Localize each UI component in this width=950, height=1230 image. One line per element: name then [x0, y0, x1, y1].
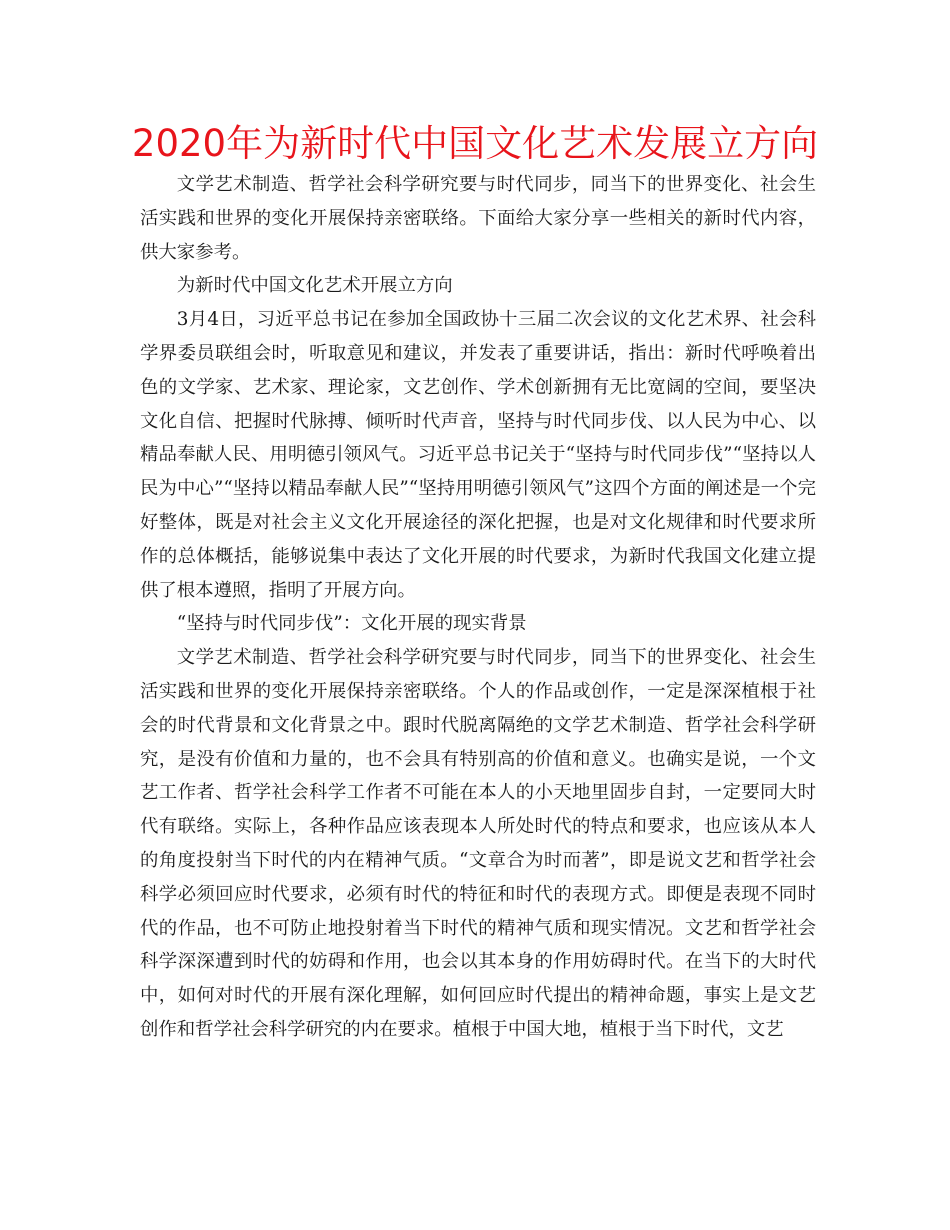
section-heading: 为新时代中国文化艺术开展立方向 — [176, 275, 453, 297]
document-body — [140, 168, 816, 1047]
paragraph-intro: 文学艺术制造、哲学社会科学研究要与时代同步，同当下的世界变化、社会生活实践和世界的变化开展保持亲密联络。下面给大家分享一些相关的新时代内容，供大家参考。 — [140, 174, 816, 263]
document-title: 2020年为新时代中国文化艺术发展立方向 — [131, 122, 819, 165]
paragraph-body: 文学艺术制造、哲学社会科学研究要与时代同步，同当下的世界变化、社会生活实践和世界的变化开展保持亲密联络。个人的作品或创作，一定是深深植根于社会的时代背景和文化背景之中。跟时代脱离隔绝的文学艺术制造、哲学社会科学研究，是没有价值和力量的，也不会具有特别高的价值和意义。也确实是说，一个文艺工作者、哲学社会科学工作者不可能在本人的小天地里固步自封，一定要同大时代有联络。实际上，各种作品应该表现本人所处时代的特点和要求，也应该从本人的角度投射当下时代的内在精神气质。“文章合为时而著”，即是说文艺和哲学社会科学必须回应时代要求，必须有时代的特征和时代的表现方式。即便是表现不同时代的作品，也不可防止地投射着当下时代的精神气质和现实情况。文艺和哲学社会科学深深遭到时代的妨碍和作用，也会以其本身的作用妨碍时代。在当下的大时代中，如何对时代的开展有深化理解，如何回应时代提出的精神命题，事实上是文艺创作和哲学社会科学研究的内在要求。植根于中国大地，植根于当下时代，文艺 — [140, 647, 816, 1040]
section-heading: “坚持与时代同步伐”：文化开展的现实背景 — [176, 613, 527, 635]
paragraph-speech: 3月4日，习近平总书记在参加全国政协十三届二次会议的文化艺术界、社会科学界委员联组会时，听取意见和建议，并发表了重要讲话，指出：新时代呼唤着出色的文学家、艺术家、理论家，文艺创作、学术创新拥有无比宽阔的空间，要坚决文化自信、把握时代脉搏、倾听时代声音，坚持与时代同步伐、以人民为中心、以精品奉献人民、用明德引领风气。习近平总书记关于“坚持与时代同步伐”“坚持以人民为中心”“坚持以精品奉献人民”“坚持用明德引领风气”这四个方面的阐述是一个完好整体，既是对社会主义文化开展途径的深化把握，也是对文化规律和时代要求所作的总体概括，能够说集中表达了文化开展的时代要求，为新时代我国文化建立提供了根本遵照，指明了开展方向。 — [140, 309, 816, 601]
